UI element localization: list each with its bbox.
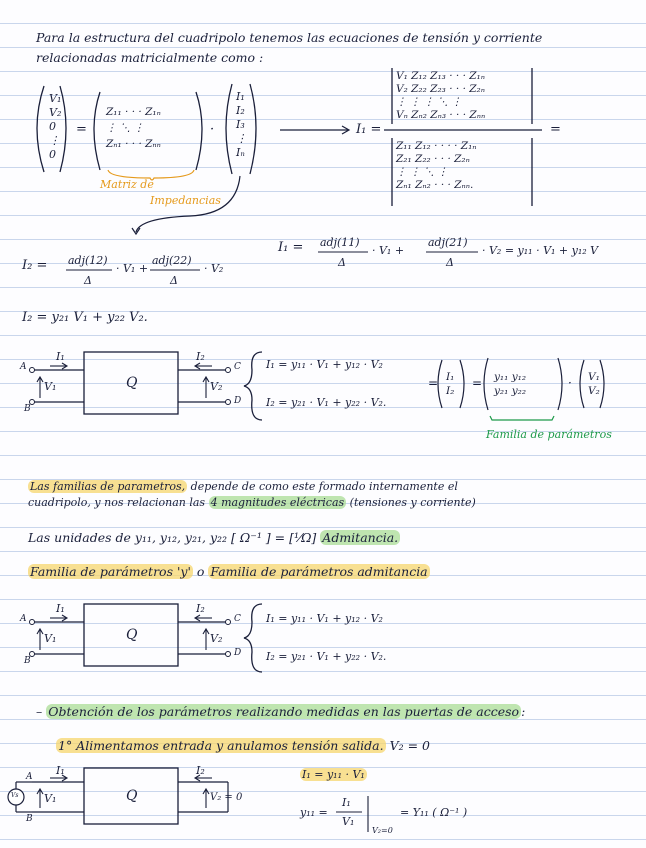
i-paren-right <box>250 84 256 174</box>
i1-v2-term: · V₂ = y₁₁ · V₁ + y₁₂ V <box>482 244 599 257</box>
terminal-c-1: C <box>234 362 241 372</box>
note-line-2 <box>28 496 476 509</box>
terminal-c-2: C <box>234 614 241 624</box>
v1-label-1: V₁ <box>44 380 57 393</box>
delta-4: Δ <box>446 256 454 269</box>
i2-v1-term: · V₁ + <box>116 262 149 275</box>
adj21: adj(21) <box>428 236 468 249</box>
family-highlight-1: Familia de parámetros 'y' <box>30 564 191 579</box>
note-highlight-2: 4 magnitudes eléctricas <box>210 496 345 509</box>
equals-2: = <box>550 122 561 137</box>
circuit1-equals-2: = <box>472 376 483 390</box>
v1-label-3: V₁ <box>44 792 57 805</box>
terminal-b-3: B <box>26 814 33 824</box>
step-1 <box>56 738 430 753</box>
note-rest-1: depende de como este formado internamente el <box>187 480 458 493</box>
i-paren-left <box>226 84 232 174</box>
i1-lhs-2: I₁ = <box>278 240 304 255</box>
y11-condition: V₂=0 <box>372 826 393 835</box>
terminal-d-2: D <box>234 648 242 658</box>
adj11: adj(11) <box>320 236 360 249</box>
delta-1: Δ <box>84 274 92 287</box>
q-label-2: Q <box>126 627 138 643</box>
v-paren-left <box>37 86 44 172</box>
v2-label-2: V₂ <box>210 632 223 645</box>
units-line <box>28 530 400 545</box>
measure-title <box>36 704 525 719</box>
note-line-1 <box>28 480 458 493</box>
label-matriz: Matriz de <box>100 178 154 191</box>
v2-label-3: V₂ = 0 <box>210 792 243 803</box>
dot-1: · <box>210 122 215 137</box>
q-label-1: Q <box>126 375 138 391</box>
i1-label-2: I₁ <box>56 602 65 615</box>
z-paren-left <box>94 92 100 170</box>
circuit1-v-vector: V₁ V₂ <box>588 371 600 397</box>
i2-label-3: I₂ <box>196 764 205 777</box>
equals-1: = <box>76 122 87 137</box>
intro-line-1: Para la estructura del cuadripolo tenemos las ecuaciones de tensión y corriente <box>36 30 543 45</box>
source-label: Vs <box>11 792 19 799</box>
family-label: Familia de parámetros <box>486 428 612 441</box>
measure-colon: : <box>521 704 526 719</box>
v1-label-2: V₁ <box>44 632 57 645</box>
i1-lhs: I₁ = <box>356 122 382 137</box>
i2-label-2: I₂ <box>196 602 205 615</box>
q-label-3: Q <box>126 788 138 804</box>
i2-label-1: I₂ <box>196 350 205 363</box>
y11-eq1-wrap <box>300 768 367 781</box>
circuit1-dot: · <box>568 376 572 390</box>
step-highlight: 1° Alimentamos entrada y anulamos tensión salida. <box>58 738 384 753</box>
i-vector: I₁ I₂ I₃ ⋮ Iₙ <box>236 90 247 159</box>
step-condition: V₂ = 0 <box>385 738 430 753</box>
terminal-a-2: A <box>20 614 27 624</box>
intro-line-2: relacionadas matricialmente como : <box>36 50 264 65</box>
i1-label-1: I₁ <box>56 350 65 363</box>
units-highlight: Admitancia. <box>322 530 399 545</box>
z-paren-right <box>196 92 202 170</box>
i1-label-3: I₁ <box>56 764 65 777</box>
i2-v2-term: · V₂ <box>204 262 224 275</box>
i2-short: I₂ = y₂₁ V₁ + y₂₂ V₂. <box>22 310 148 325</box>
terminal-a-1: A <box>20 362 27 372</box>
i2-lhs: I₂ = <box>22 258 48 273</box>
y11-result: = Y₁₁ ( Ω⁻¹ ) <box>400 806 468 819</box>
circuit1-eq2: I₂ = y₂₁ · V₁ + y₂₂ · V₂. <box>266 396 387 409</box>
numerator-det: V₁ Z₁₂ Z₁₃ · · · Z₁ₙ V₂ Z₂₂ Z₂₃ · · · Z₂ₙ ⋮ ⋮ ⋮ ⋱ ⋮ Vₙ Zₙ₂ Zₙ₃ · · · Zₙₙ <box>396 70 486 121</box>
y11-frac-den: V₁ <box>342 815 355 828</box>
terminal-b-2: B <box>24 656 31 666</box>
label-impedancias: Impedancias <box>150 194 221 207</box>
terminal-a-3: A <box>26 772 33 782</box>
family-highlight-2: Familia de parámetros admitancia <box>210 564 428 579</box>
denominator-det: Z₁₁ Z₁₂ · · · · Z₁ₙ Z₂₁ Z₂₂ · · · Z₂ₙ ⋮ ⋮ ⋱ ⋮ Zₙ₁ Zₙ₂ · · · Zₙₙ. <box>396 140 477 191</box>
v2-label-1: V₂ <box>210 380 223 393</box>
system-brace-1 <box>244 352 262 420</box>
units-text: Las unidades de y₁₁, y₁₂, y₂₁, y₂₂ [ Ω⁻¹ ] = [¹⁄Ω] <box>28 530 321 545</box>
family-line <box>28 564 430 579</box>
circuit2-eq2: I₂ = y₂₁ · V₁ + y₂₂ · V₂. <box>266 650 387 663</box>
delta-2: Δ <box>170 274 178 287</box>
y11-frac-num: I₁ <box>342 796 351 809</box>
circuit2-eq1: I₁ = y₁₁ · V₁ + y₁₂ · V₂ <box>266 612 383 625</box>
adj12: adj(12) <box>68 254 108 267</box>
circuit1-i-vector: I₁ I₂ <box>446 371 455 397</box>
terminal-d-1: D <box>234 396 242 406</box>
family-o: o <box>192 564 209 579</box>
circuit1-equals: = <box>428 376 439 390</box>
note-highlight-1: Las familias de parametros, <box>30 480 186 493</box>
note-part-2a: cuadripolo, y nos relacionan las <box>28 496 209 509</box>
delta-3: Δ <box>338 256 346 269</box>
y11-eq1: I₁ = y₁₁ · V₁ <box>302 768 365 781</box>
v-vector: V₁ V₂ 0 ⋮ 0 <box>49 92 62 161</box>
system-brace-2 <box>244 604 262 672</box>
family-brace <box>490 416 554 420</box>
note-part-2b: (tensiones y corriente) <box>346 496 476 509</box>
circuit1-y-matrix: y₁₁ y₁₂ y₂₁ y₂₂ <box>494 371 527 397</box>
adj22: adj(22) <box>152 254 192 267</box>
y11-lhs: y₁₁ = <box>300 806 328 819</box>
z-matrix: Z₁₁ · · · Z₁ₙ ⋮ ⋱ ⋮ Zₙ₁ · · · Zₙₙ <box>106 106 161 150</box>
circuit1-eq1: I₁ = y₁₁ · V₁ + y₁₂ · V₂ <box>266 358 383 371</box>
terminal-b-1: B <box>24 404 31 414</box>
measure-dash: – <box>36 704 47 719</box>
measure-highlight: Obtención de los parámetros realizando medidas en las puertas de acceso <box>48 704 520 719</box>
i1-v1-term: · V₁ + <box>372 244 405 257</box>
